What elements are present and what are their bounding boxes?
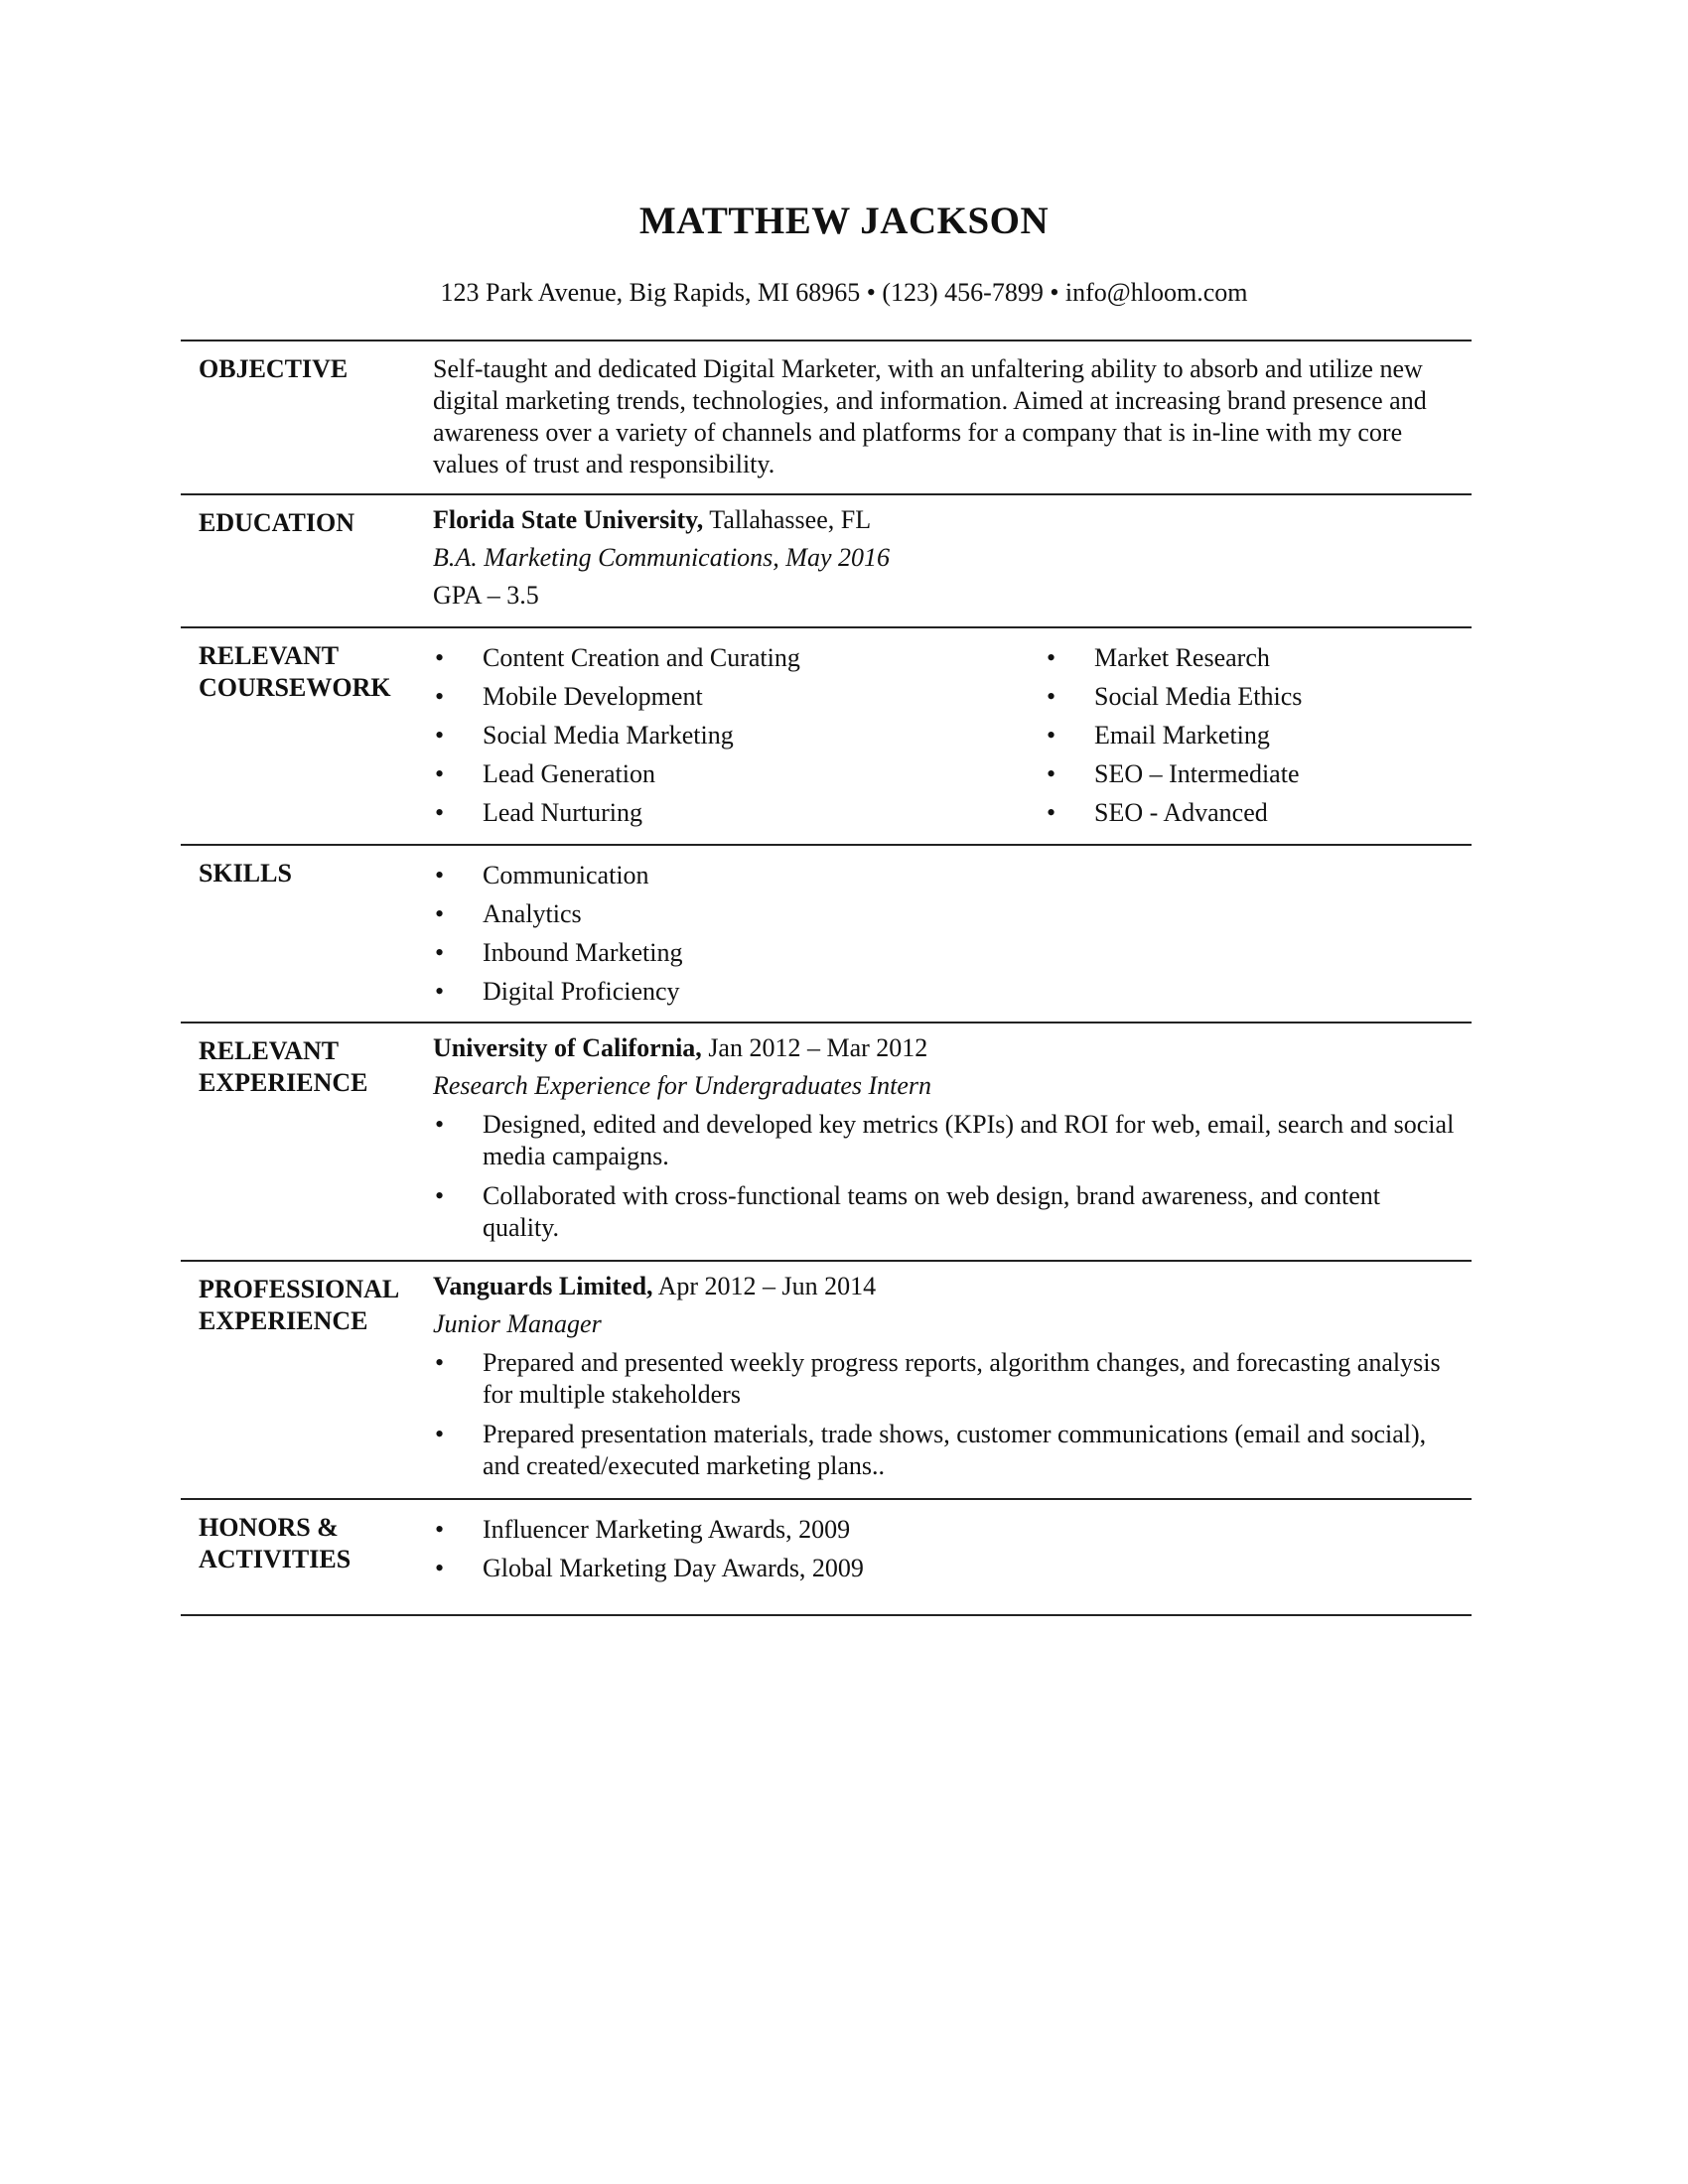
section-label-relevant-experience: RELEVANT EXPERIENCE — [199, 1036, 368, 1097]
education-content — [433, 495, 1472, 626]
coursework-list-right — [1045, 638, 1456, 832]
list-item: • Digital Proficiency — [433, 972, 1456, 1011]
professional-experience-org-line — [433, 1268, 1456, 1305]
list-item: • Lead Generation — [433, 754, 1045, 793]
education-school-line — [433, 501, 1456, 539]
objective-section — [181, 341, 1472, 495]
professional-experience-org: Vanguards Limited, — [433, 1272, 653, 1300]
education-gpa: GPA – 3.5 — [433, 581, 539, 610]
list-item: • Social Media Marketing — [433, 716, 1045, 754]
relevant-experience-bullets — [433, 1109, 1456, 1244]
list-item: • Social Media Ethics — [1045, 677, 1456, 716]
list-item: • Designed, edited and developed key metrics (KPIs) and ROI for web, email, search and social media campaigns. — [433, 1109, 1456, 1172]
education-school: Florida State University, — [433, 505, 704, 534]
list-item: • Prepared and presented weekly progress reports, algorithm changes, and forecasting analysis for multiple stakeholders — [433, 1347, 1456, 1411]
list-item: • Content Creation and Curating — [433, 638, 1045, 677]
list-item: • Market Research — [1045, 638, 1456, 677]
professional-experience-role: Junior Manager — [433, 1309, 602, 1338]
relevant-experience-section — [181, 1024, 1472, 1262]
candidate-name: MATTHEW JACKSON — [638, 200, 1050, 242]
honors-section — [181, 1500, 1472, 1616]
list-item: • Global Marketing Day Awards, 2009 — [433, 1549, 1456, 1587]
list-item: • Communication — [433, 856, 1456, 894]
list-item: • Inbound Marketing — [433, 933, 1456, 972]
skills-section — [181, 846, 1472, 1024]
skills-list — [433, 856, 1456, 1011]
list-item: • SEO – Intermediate — [1045, 754, 1456, 793]
list-item: • SEO - Advanced — [1045, 793, 1456, 832]
relevant-experience-content — [433, 1024, 1472, 1260]
skills-content — [433, 846, 1472, 1022]
coursework-list-left — [433, 638, 1045, 832]
list-item: • Collaborated with cross-functional teams on web design, brand awareness, and content quality. — [433, 1180, 1456, 1244]
education-location: Tallahassee, FL — [703, 505, 872, 534]
education-degree: B.A. Marketing Communications, May 2016 — [433, 543, 890, 572]
coursework-section — [181, 628, 1472, 846]
relevant-experience-org-line — [433, 1029, 1456, 1067]
professional-experience-section — [181, 1262, 1472, 1500]
section-label-coursework: RELEVANT COURSEWORK — [199, 641, 391, 702]
list-item: • Email Marketing — [1045, 716, 1456, 754]
list-item: • Mobile Development — [433, 677, 1045, 716]
list-item: • Lead Nurturing — [433, 793, 1045, 832]
list-item: • Influencer Marketing Awards, 2009 — [433, 1510, 1456, 1549]
section-label-honors: HONORS & ACTIVITIES — [199, 1513, 352, 1573]
section-label-skills: SKILLS — [199, 859, 292, 887]
relevant-experience-dates: Jan 2012 – Mar 2012 — [701, 1033, 928, 1062]
professional-experience-content — [433, 1262, 1472, 1498]
contact-line: 123 Park Avenue, Big Rapids, MI 68965 • (123) 456-7899 • info@hloom.com — [440, 278, 1248, 307]
honors-content — [433, 1500, 1472, 1614]
section-label-professional-experience: PROFESSIONAL EXPERIENCE — [199, 1275, 400, 1335]
objective-text: Self-taught and dedicated Digital Marketer, with an unfaltering ability to absorb and utilize new digital marketing trends, technologies, and information. Aimed at increasing brand presence and awareness over a variety of channels and platforms for a company that is in-line with my core values of trust and responsibility. — [433, 354, 1427, 478]
section-label-objective: OBJECTIVE — [199, 354, 349, 383]
professional-experience-dates: Apr 2012 – Jun 2014 — [652, 1272, 877, 1300]
list-item: • Prepared presentation materials, trade shows, customer communications (email and social), and created/executed marketing plans.. — [433, 1419, 1456, 1482]
relevant-experience-role: Research Experience for Undergraduates Intern — [433, 1071, 932, 1100]
relevant-experience-org: University of California, — [433, 1033, 702, 1062]
professional-experience-bullets — [433, 1347, 1456, 1482]
list-item: • Analytics — [433, 894, 1456, 933]
resume-sections — [181, 340, 1472, 1616]
coursework-content — [433, 628, 1472, 844]
section-label-education: EDUCATION — [199, 508, 354, 537]
education-section — [181, 495, 1472, 628]
honors-list — [433, 1510, 1456, 1587]
coursework-columns — [433, 638, 1456, 832]
